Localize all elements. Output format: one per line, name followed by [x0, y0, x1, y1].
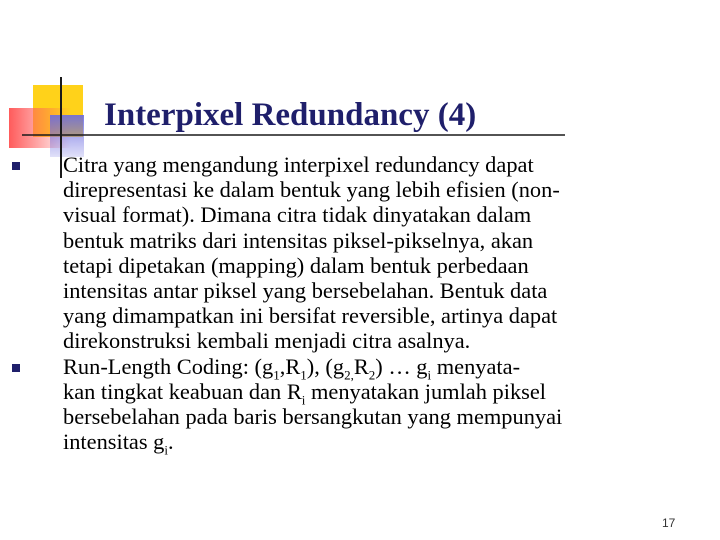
square-bullet-icon [12, 162, 20, 170]
text-line: direkonstruksi kembali menjadi citra asalnya. [63, 328, 471, 354]
text-line: visual format). Dimana citra tidak dinyatakan dalam [63, 202, 532, 228]
deco-blue-square [50, 115, 84, 157]
slide-number: 17 [662, 516, 676, 530]
text-run: menyatakan jumlah piksel [305, 378, 547, 404]
text-run: R [353, 353, 369, 379]
subscript: i [427, 367, 432, 383]
square-bullet-icon [12, 364, 20, 372]
slide-title: Interpixel Redundancy (4) [104, 97, 477, 133]
text-line: bentuk matriks dari intensitas piksel-pikselnya, akan [63, 227, 534, 253]
text-line: yang dimampatkan ini bersifat reversible, artinya dapat [63, 303, 558, 329]
text-run: Run-Length Coding: (g [63, 353, 274, 379]
list-item [0, 152, 693, 354]
text-line [63, 429, 693, 458]
text-line [63, 378, 693, 408]
text-line: bersebelahan pada baris bersangkutan yang mempunyai [63, 404, 563, 430]
text-run: ), (g [306, 353, 345, 379]
text-run: intensitas g [63, 429, 165, 455]
subscript: 1 [273, 367, 280, 383]
text-line: direpresentasi ke dalam bentuk yang lebih efisien (non- [63, 177, 560, 203]
text-run: . [168, 429, 174, 455]
text-run: ,R [279, 353, 301, 379]
text-run: kan tingkat keabuan dan R [63, 378, 302, 404]
text-run: menyata- [431, 353, 521, 379]
text-run: ) … g [375, 353, 428, 379]
text-line: Citra yang mengandung interpixel redundancy dapat [63, 152, 534, 177]
subscript: 1 [300, 367, 307, 383]
text-line [63, 353, 693, 383]
subscript: 2, [344, 367, 354, 383]
subscript: i [301, 392, 306, 408]
list-item [0, 353, 693, 458]
subscript: i [164, 442, 168, 458]
bullet-list [0, 152, 720, 458]
subscript: 2 [368, 367, 376, 383]
text-line: tetapi dipetakan (mapping) dalam bentuk perbedaan [63, 252, 529, 278]
text-line: intensitas antar piksel yang bersebelahan. Bentuk data [63, 278, 548, 304]
